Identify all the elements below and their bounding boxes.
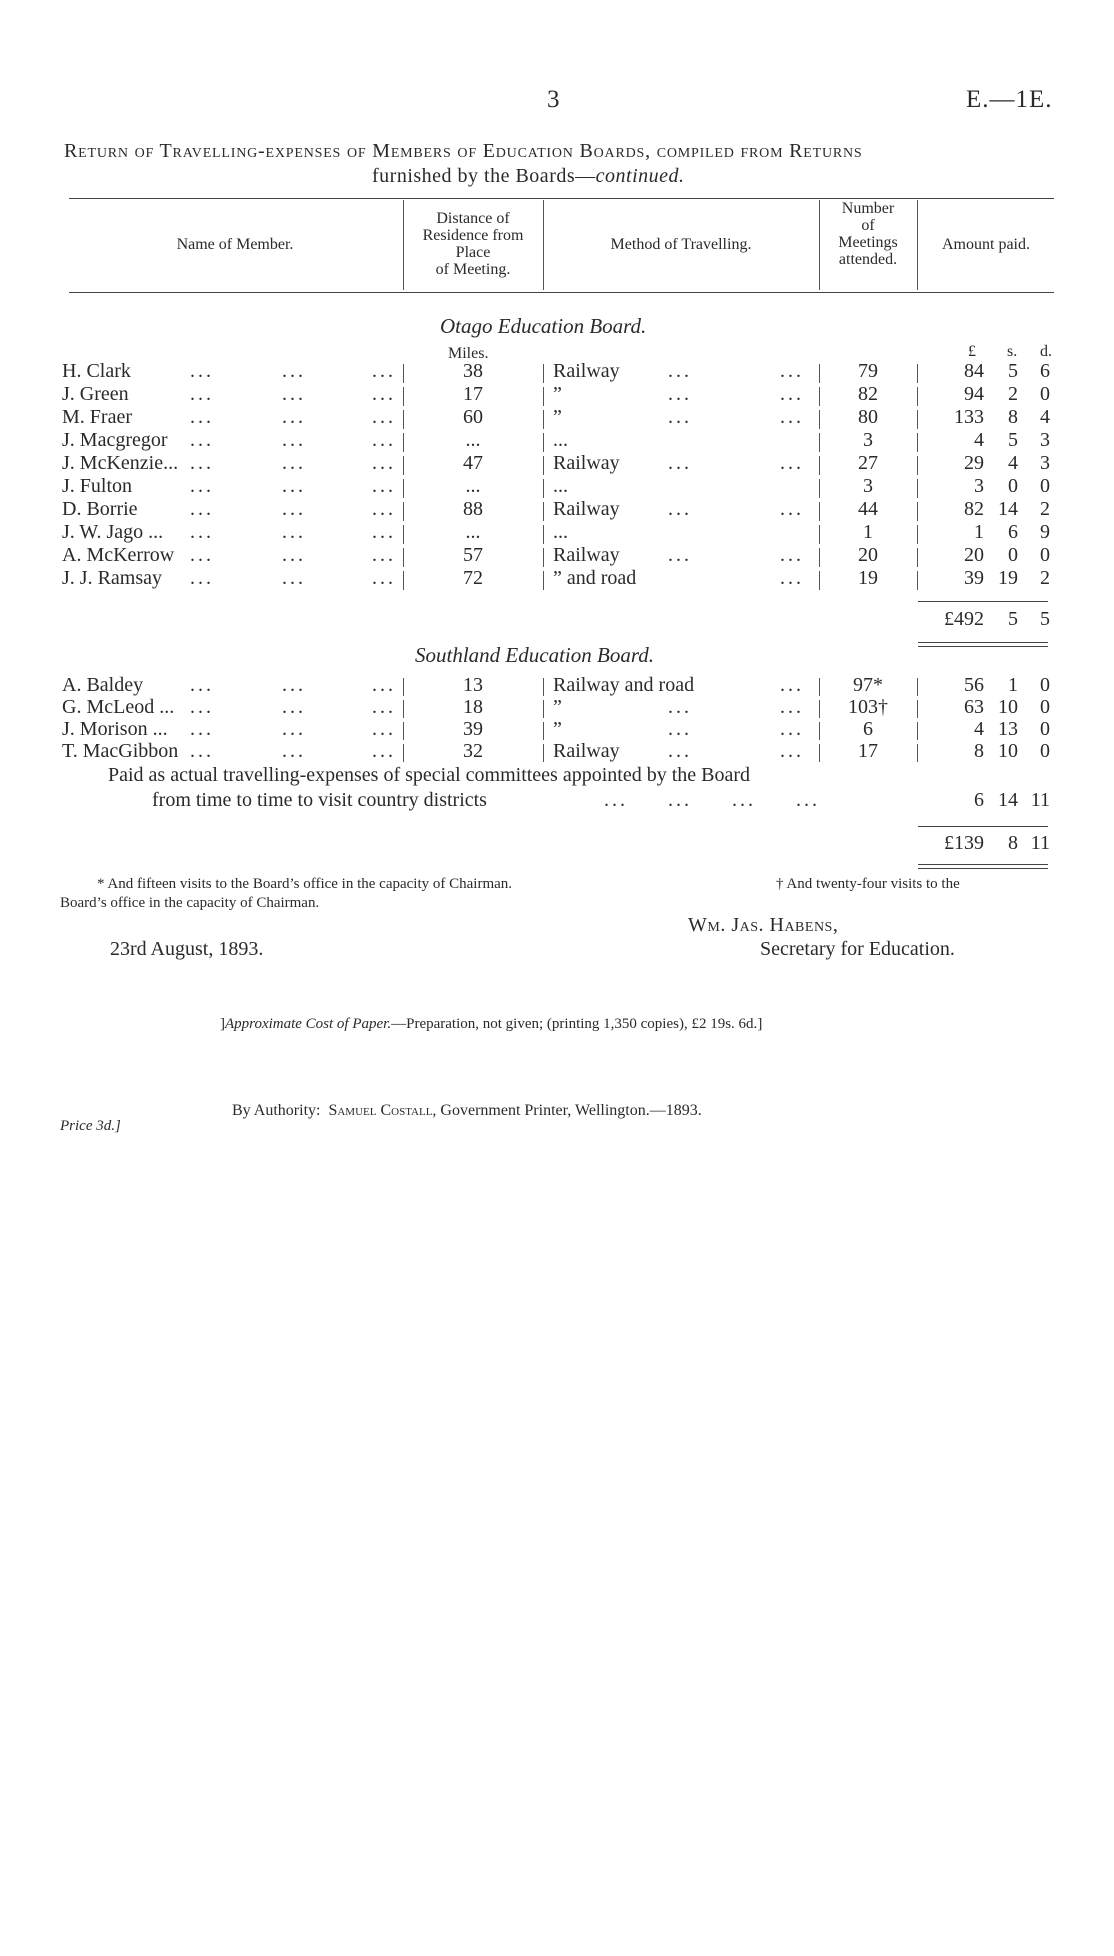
unit-pence: d. <box>1040 343 1052 360</box>
bracket: ] <box>757 1016 763 1032</box>
method-value: ” <box>553 383 562 405</box>
amount-pounds: 56 <box>964 674 984 696</box>
amount-shillings: 0 <box>1008 475 1018 497</box>
method-value: Railway <box>553 544 620 566</box>
leader-dots: ... <box>190 360 214 382</box>
leader-dots: ... <box>780 360 804 382</box>
column-divider <box>819 410 820 429</box>
amount-pence: 0 <box>1040 475 1050 497</box>
dots: ... <box>732 789 756 811</box>
special-amount-shillings: 14 <box>998 789 1018 811</box>
leader-dots: ... <box>668 740 692 762</box>
amount-pounds: 1 <box>974 521 984 543</box>
method-value: ” and road <box>553 567 637 589</box>
column-divider <box>819 456 820 475</box>
otago-total-double-rule <box>918 642 1048 643</box>
distance-value: 60 <box>463 406 483 428</box>
amount-shillings: 14 <box>998 498 1018 520</box>
column-divider <box>917 433 918 452</box>
column-divider <box>917 700 918 718</box>
column-header-name: Name of Member. <box>176 236 294 253</box>
amount-pounds: 4 <box>974 429 984 451</box>
leader-dots: ... <box>282 718 306 740</box>
column-divider <box>403 502 404 521</box>
column-header-method: Method of Travelling. <box>610 236 752 253</box>
amount-pounds: 4 <box>974 718 984 740</box>
amount-shillings: 0 <box>1008 544 1018 566</box>
dots: ... <box>604 789 628 811</box>
leader-dots: ... <box>190 383 214 405</box>
distance-value: 18 <box>463 696 483 718</box>
leader-dots: ... <box>190 475 214 497</box>
amount-pence: 4 <box>1040 406 1050 428</box>
leader-dots: ... <box>668 718 692 740</box>
method-value: Railway <box>553 452 620 474</box>
amount-pence: 2 <box>1040 567 1050 589</box>
amount-pounds: 3 <box>974 475 984 497</box>
section-title-otago: Otago Education Board. <box>440 314 647 338</box>
column-divider <box>543 678 544 696</box>
distance-value: ... <box>465 521 481 543</box>
amount-pounds: 63 <box>964 696 984 718</box>
leader-dots: ... <box>668 360 692 382</box>
meetings-value: 82 <box>858 383 878 405</box>
amount-shillings: 10 <box>998 696 1018 718</box>
leader-dots: ... <box>372 718 396 740</box>
amount-pounds: 84 <box>964 360 984 382</box>
meetings-value: 27 <box>858 452 878 474</box>
column-divider <box>917 502 918 521</box>
method-value: ... <box>553 521 568 543</box>
member-name: J. W. Jago ... <box>62 521 164 543</box>
leader-dots: ... <box>282 475 306 497</box>
column-divider <box>917 387 918 406</box>
footnote-dagger: † And twenty-four visits to the <box>776 876 960 892</box>
amount-pence: 0 <box>1040 383 1050 405</box>
leader-dots: ... <box>190 740 214 762</box>
amount-pounds: 82 <box>964 498 984 520</box>
footnote-star: * And fifteen visits to the Board’s office in the capacity of Chairman. <box>97 876 513 892</box>
special-committees-line: Paid as actual travelling-expenses of special committees appointed by the Board <box>108 764 751 786</box>
method-value: ” <box>553 406 562 428</box>
leader-dots: ... <box>190 498 214 520</box>
signature-name: Wm. Jas. Habens, <box>688 914 839 936</box>
amount-shillings: 8 <box>1008 406 1018 428</box>
meetings-value: 103† <box>848 696 888 718</box>
column-divider <box>819 433 820 452</box>
leader-dots: ... <box>282 740 306 762</box>
page-number: 3 <box>547 86 560 113</box>
column-divider <box>917 410 918 429</box>
otago-total-pounds: £492 <box>944 608 984 630</box>
amount-pounds: 94 <box>964 383 984 405</box>
header-line: of Meeting. <box>435 261 511 278</box>
leader-dots: ... <box>372 360 396 382</box>
leader-dots: ... <box>372 740 396 762</box>
leader-dots: ... <box>668 544 692 566</box>
column-divider <box>819 525 820 544</box>
member-name: J. Green <box>62 383 129 405</box>
document-reference: E.—1E. <box>966 86 1053 113</box>
leader-dots: ... <box>190 452 214 474</box>
leader-dots: ... <box>190 674 214 696</box>
otago-total-shillings: 5 <box>1008 608 1018 630</box>
bracket: ] <box>220 1016 225 1032</box>
column-divider <box>543 571 544 590</box>
column-divider <box>917 456 918 475</box>
amount-pence: 0 <box>1040 696 1050 718</box>
leader-dots: ... <box>372 521 396 543</box>
column-divider <box>917 571 918 590</box>
column-divider <box>403 456 404 475</box>
leader-dots: ... <box>372 383 396 405</box>
southland-total-rule <box>918 826 1048 827</box>
distance-value: 17 <box>463 383 483 405</box>
amount-pounds: 29 <box>964 452 984 474</box>
column-divider <box>917 548 918 567</box>
southland-total-double-rule <box>918 864 1048 865</box>
header-line: Distance of <box>436 210 510 227</box>
leader-dots: ... <box>372 452 396 474</box>
meetings-value: 6 <box>863 718 873 740</box>
meetings-value: 20 <box>858 544 878 566</box>
leader-dots: ... <box>668 452 692 474</box>
leader-dots: ... <box>668 498 692 520</box>
amount-pounds: 39 <box>964 567 984 589</box>
method-value: ... <box>553 475 568 497</box>
leader-dots: ... <box>282 521 306 543</box>
column-divider <box>403 700 404 718</box>
column-divider <box>917 678 918 696</box>
price: Price 3d.] <box>60 1118 121 1134</box>
column-divider <box>403 722 404 740</box>
method-value: Railway <box>553 360 620 382</box>
distance-value: 32 <box>463 740 483 762</box>
special-amount-pence: 11 <box>1030 789 1050 811</box>
column-divider <box>403 744 404 762</box>
meetings-value: 3 <box>863 475 873 497</box>
otago-total-pence: 5 <box>1040 608 1050 630</box>
header-bottom-rule <box>69 292 1054 293</box>
column-divider <box>819 364 820 383</box>
leader-dots: ... <box>190 696 214 718</box>
column-divider <box>403 548 404 567</box>
footnote-dagger-continued: Board’s office in the capacity of Chairman. <box>60 895 320 911</box>
member-name: D. Borrie <box>62 498 138 520</box>
column-divider <box>543 387 544 406</box>
column-divider <box>403 364 404 383</box>
southland-total-pence: 11 <box>1030 832 1050 854</box>
method-value: Railway <box>553 740 620 762</box>
leader-dots: ... <box>780 718 804 740</box>
member-name: A. McKerrow <box>62 544 175 566</box>
column-divider <box>917 744 918 762</box>
meetings-value: 3 <box>863 429 873 451</box>
column-divider <box>917 479 918 498</box>
leader-dots: ... <box>282 383 306 405</box>
header-line: of <box>861 217 875 234</box>
column-divider <box>543 744 544 762</box>
header-line: Number <box>841 200 895 217</box>
meetings-value: 44 <box>858 498 878 520</box>
amount-pence: 3 <box>1040 452 1050 474</box>
distance-value: 39 <box>463 718 483 740</box>
leader-dots: ... <box>282 696 306 718</box>
leader-dots: ... <box>780 674 804 696</box>
header-line: Residence from <box>422 227 524 244</box>
distance-value: 47 <box>463 452 483 474</box>
member-name: T. MacGibbon <box>62 740 179 762</box>
leader-dots: ... <box>282 429 306 451</box>
method-value: ” <box>553 696 562 718</box>
member-name: J. Macgregor <box>62 429 168 451</box>
leader-dots: ... <box>372 406 396 428</box>
dots: ... <box>796 789 820 811</box>
column-divider <box>543 456 544 475</box>
column-divider <box>543 502 544 521</box>
column-divider <box>403 433 404 452</box>
leader-dots: ... <box>190 406 214 428</box>
distance-value: 13 <box>463 674 483 696</box>
southland-total-pounds: £139 <box>944 832 984 854</box>
imprint-prefix: By Authority: <box>232 1102 321 1119</box>
amount-shillings: 4 <box>1008 452 1018 474</box>
leader-dots: ... <box>282 498 306 520</box>
column-divider <box>819 722 820 740</box>
column-divider <box>543 410 544 429</box>
leader-dots: ... <box>282 567 306 589</box>
column-divider <box>543 479 544 498</box>
amount-shillings: 5 <box>1008 429 1018 451</box>
leader-dots: ... <box>780 406 804 428</box>
leader-dots: ... <box>668 696 692 718</box>
meetings-value: 1 <box>863 521 873 543</box>
special-committees-line: from time to time to visit country districts <box>152 789 487 811</box>
column-header-meetings <box>820 200 916 268</box>
method-value: ” <box>553 718 562 740</box>
signature-date: 23rd August, 1893. <box>110 938 264 960</box>
column-divider <box>819 548 820 567</box>
header-line: Place <box>455 244 491 261</box>
amount-shillings: 13 <box>998 718 1018 740</box>
amount-shillings: 2 <box>1008 383 1018 405</box>
header-line: Meetings <box>838 234 898 251</box>
member-name: J. Fulton <box>62 475 133 497</box>
meetings-value: 17 <box>858 740 878 762</box>
page-title: Return of Travelling-expenses of Members of Education Boards, compiled from Returns <box>64 140 863 162</box>
column-divider <box>819 678 820 696</box>
leader-dots: ... <box>780 544 804 566</box>
column-divider <box>543 548 544 567</box>
amount-pounds: 20 <box>964 544 984 566</box>
amount-pence: 2 <box>1040 498 1050 520</box>
signature-position: Secretary for Education. <box>760 938 955 960</box>
member-name: A. Baldey <box>62 674 144 696</box>
member-name: J. McKenzie... <box>62 452 179 474</box>
distance-value: ... <box>465 429 481 451</box>
column-divider <box>819 502 820 521</box>
member-name: G. McLeod ... <box>62 696 175 718</box>
leader-dots: ... <box>780 452 804 474</box>
leader-dots: ... <box>372 674 396 696</box>
column-divider <box>819 700 820 718</box>
imprint-suffix: , Government Printer, Wellington.—1893. <box>432 1102 702 1119</box>
distance-value: 72 <box>463 567 483 589</box>
column-divider <box>403 525 404 544</box>
leader-dots: ... <box>190 567 214 589</box>
unit-pounds: £ <box>968 343 976 360</box>
leader-dots: ... <box>780 383 804 405</box>
leader-dots: ... <box>282 406 306 428</box>
section-title-southland: Southland Education Board. <box>415 643 654 667</box>
column-divider <box>403 678 404 696</box>
leader-dots: ... <box>780 740 804 762</box>
leader-dots: ... <box>668 406 692 428</box>
special-amount-pounds: 6 <box>974 789 984 811</box>
page-title-continued <box>372 165 685 188</box>
leader-dots: ... <box>282 452 306 474</box>
leader-dots: ... <box>190 429 214 451</box>
leader-dots <box>604 789 904 812</box>
column-divider <box>543 700 544 718</box>
otago-total-double-rule <box>918 646 1048 647</box>
column-divider <box>819 571 820 590</box>
amount-shillings: 5 <box>1008 360 1018 382</box>
column-header-amount: Amount paid. <box>942 236 1030 253</box>
column-divider <box>403 387 404 406</box>
member-name: J. Morison ... <box>62 718 168 740</box>
meetings-value: 80 <box>858 406 878 428</box>
southland-total-double-rule <box>918 868 1048 869</box>
title-continued-word: continued. <box>595 165 685 187</box>
unit-shillings: s. <box>1007 343 1018 360</box>
header-line: attended. <box>838 251 898 268</box>
column-divider <box>819 479 820 498</box>
amount-pence: 0 <box>1040 674 1050 696</box>
dots: ... <box>668 789 692 811</box>
column-header-distance <box>404 210 542 278</box>
meetings-value: 79 <box>858 360 878 382</box>
price-text: Price 3d. <box>60 1118 115 1134</box>
column-divider <box>543 433 544 452</box>
leader-dots: ... <box>372 696 396 718</box>
column-divider <box>819 744 820 762</box>
cost-note-text: —Preparation, not given; (printing 1,350 copies), £2 19s. 6d. <box>391 1016 758 1032</box>
member-name: H. Clark <box>62 360 131 382</box>
leader-dots: ... <box>282 360 306 382</box>
leader-dots: ... <box>780 567 804 589</box>
column-divider <box>543 364 544 383</box>
leader-dots: ... <box>780 498 804 520</box>
leader-dots: ... <box>780 696 804 718</box>
leader-dots: ... <box>190 718 214 740</box>
distance-value: 38 <box>463 360 483 382</box>
column-divider <box>819 387 820 406</box>
leader-dots: ... <box>372 544 396 566</box>
leader-dots: ... <box>282 674 306 696</box>
header-top-rule <box>69 198 1054 199</box>
method-value: ... <box>553 429 568 451</box>
leader-dots: ... <box>282 544 306 566</box>
otago-total-rule <box>918 601 1048 602</box>
column-divider <box>403 479 404 498</box>
leader-dots: ... <box>668 383 692 405</box>
amount-pence: 3 <box>1040 429 1050 451</box>
member-name: J. J. Ramsay <box>62 567 162 589</box>
column-divider <box>403 410 404 429</box>
member-name: M. Fraer <box>62 406 132 428</box>
amount-shillings: 10 <box>998 740 1018 762</box>
cost-note <box>220 1016 762 1033</box>
amount-shillings: 1 <box>1008 674 1018 696</box>
southland-total-shillings: 8 <box>1008 832 1018 854</box>
cost-note-label: Approximate Cost of Paper. <box>225 1016 392 1032</box>
method-value: Railway <box>553 498 620 520</box>
amount-pence: 0 <box>1040 544 1050 566</box>
amount-shillings: 6 <box>1008 521 1018 543</box>
column-divider <box>543 525 544 544</box>
leader-dots: ... <box>372 498 396 520</box>
column-divider <box>917 722 918 740</box>
leader-dots: ... <box>372 567 396 589</box>
title-prefix: furnished by the Boards— <box>372 165 596 187</box>
method-value: Railway and road <box>553 674 695 696</box>
column-divider <box>917 364 918 383</box>
amount-pence: 6 <box>1040 360 1050 382</box>
distance-value: 57 <box>463 544 483 566</box>
meetings-value: 19 <box>858 567 878 589</box>
column-divider <box>403 571 404 590</box>
amount-pounds: 8 <box>974 740 984 762</box>
leader-dots: ... <box>190 521 214 543</box>
meetings-value: 97* <box>853 674 883 696</box>
leader-dots: ... <box>372 429 396 451</box>
leader-dots: ... <box>190 544 214 566</box>
printer-name: Samuel Costall <box>328 1102 433 1119</box>
column-divider <box>543 722 544 740</box>
amount-pence: 0 <box>1040 718 1050 740</box>
column-divider <box>917 525 918 544</box>
amount-shillings: 19 <box>998 567 1018 589</box>
leader-dots: ... <box>372 475 396 497</box>
distance-value: 88 <box>463 498 483 520</box>
distance-value: ... <box>465 475 481 497</box>
amount-pounds: 133 <box>954 406 984 428</box>
amount-pence: 9 <box>1040 521 1050 543</box>
imprint <box>232 1102 702 1120</box>
unit-miles: Miles. <box>448 345 489 362</box>
amount-pence: 0 <box>1040 740 1050 762</box>
